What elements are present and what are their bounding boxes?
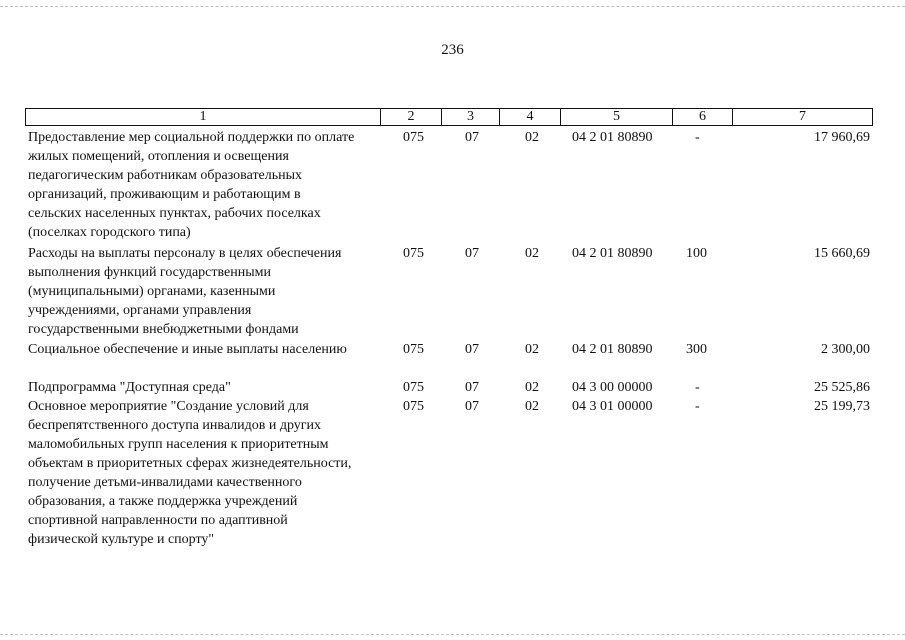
cell-section: 07 (465, 246, 479, 261)
cell-section: 07 (465, 399, 479, 414)
description-line: беспрепятственного доступа инвалидов и других (28, 418, 322, 433)
cell-expense-type: 300 (686, 342, 707, 357)
cell-amount: 17 960,69 (814, 130, 870, 145)
cell-subsection: 02 (525, 130, 539, 145)
cell-ministry-code: 075 (403, 246, 424, 261)
cell-amount: 25 525,86 (814, 380, 870, 395)
cell-section: 07 (465, 380, 479, 395)
cell-ministry-code: 075 (403, 399, 424, 414)
header-col-3: 3 (441, 109, 499, 125)
cell-ministry-code: 075 (403, 342, 424, 357)
cell-ministry-code: 075 (403, 380, 424, 395)
cell-expense-type: 100 (686, 246, 707, 261)
cell-ministry-code: 075 (403, 130, 424, 145)
cell-expense-type: - (695, 399, 700, 414)
cell-section: 07 (465, 130, 479, 145)
cell-amount: 2 300,00 (821, 342, 870, 357)
description-line: (муниципальными) органами, казенными (28, 284, 276, 299)
header-col-7: 7 (732, 109, 872, 125)
description-line: (поселках городского типа) (28, 225, 191, 240)
row-description (28, 244, 388, 339)
cell-target-article: 04 3 00 00000 (572, 380, 653, 395)
header-col-2: 2 (380, 109, 441, 125)
description-line: Расходы на выплаты персоналу в целях обеспечения (28, 246, 342, 261)
description-line: Основное мероприятие "Создание условий для (28, 399, 309, 414)
description-line: получение детьми-инвалидами качественного (28, 475, 302, 490)
description-line: учреждениями, органами управления (28, 303, 252, 318)
description-line: Предоставление мер социальной поддержки по оплате (28, 130, 355, 145)
table-header-row (25, 108, 873, 126)
cell-subsection: 02 (525, 399, 539, 414)
description-line: жилых помещений, отопления и освещения (28, 149, 289, 164)
header-col-4: 4 (499, 109, 560, 125)
cell-target-article: 04 2 01 80890 (572, 130, 653, 145)
cell-subsection: 02 (525, 380, 539, 395)
description-line: выполнения функций государственными (28, 265, 271, 280)
description-line: сельских населенных пунктах, рабочих поселках (28, 206, 321, 221)
description-line: организаций, проживающим и работающим в (28, 187, 301, 202)
row-description (28, 378, 388, 397)
description-line: физической культуре и спорту" (28, 532, 215, 547)
cell-amount: 25 199,73 (814, 399, 870, 414)
cell-target-article: 04 3 01 00000 (572, 399, 653, 414)
description-line: спортивной направленности по адаптивной (28, 513, 288, 528)
header-col-6: 6 (672, 109, 732, 125)
cell-target-article: 04 2 01 80890 (572, 246, 653, 261)
description-line: государственными внебюджетными фондами (28, 322, 299, 337)
cell-subsection: 02 (525, 342, 539, 357)
description-line: Социальное обеспечение и иные выплаты населению (28, 342, 347, 357)
header-col-1: 1 (199, 109, 207, 124)
description-line: маломобильных групп населения к приоритетным (28, 437, 329, 452)
description-line: Подпрограмма "Доступная среда" (28, 380, 231, 395)
row-description (28, 340, 388, 359)
cell-expense-type: - (695, 380, 700, 395)
row-description (28, 397, 388, 549)
row-description (28, 128, 388, 242)
cell-section: 07 (465, 342, 479, 357)
description-line: объектам в приоритетных сферах жизнедеятельности, (28, 456, 352, 471)
page-number: 236 (441, 42, 464, 58)
cell-subsection: 02 (525, 246, 539, 261)
cell-expense-type: - (695, 130, 700, 145)
scan-edge-top (0, 6, 905, 7)
cell-amount: 15 660,69 (814, 246, 870, 261)
header-col-5: 5 (560, 109, 672, 125)
description-line: педагогическим работникам образовательных (28, 168, 303, 183)
description-line: образования, а также поддержка учреждений (28, 494, 298, 509)
scan-edge-bottom (0, 634, 905, 635)
cell-target-article: 04 2 01 80890 (572, 342, 653, 357)
